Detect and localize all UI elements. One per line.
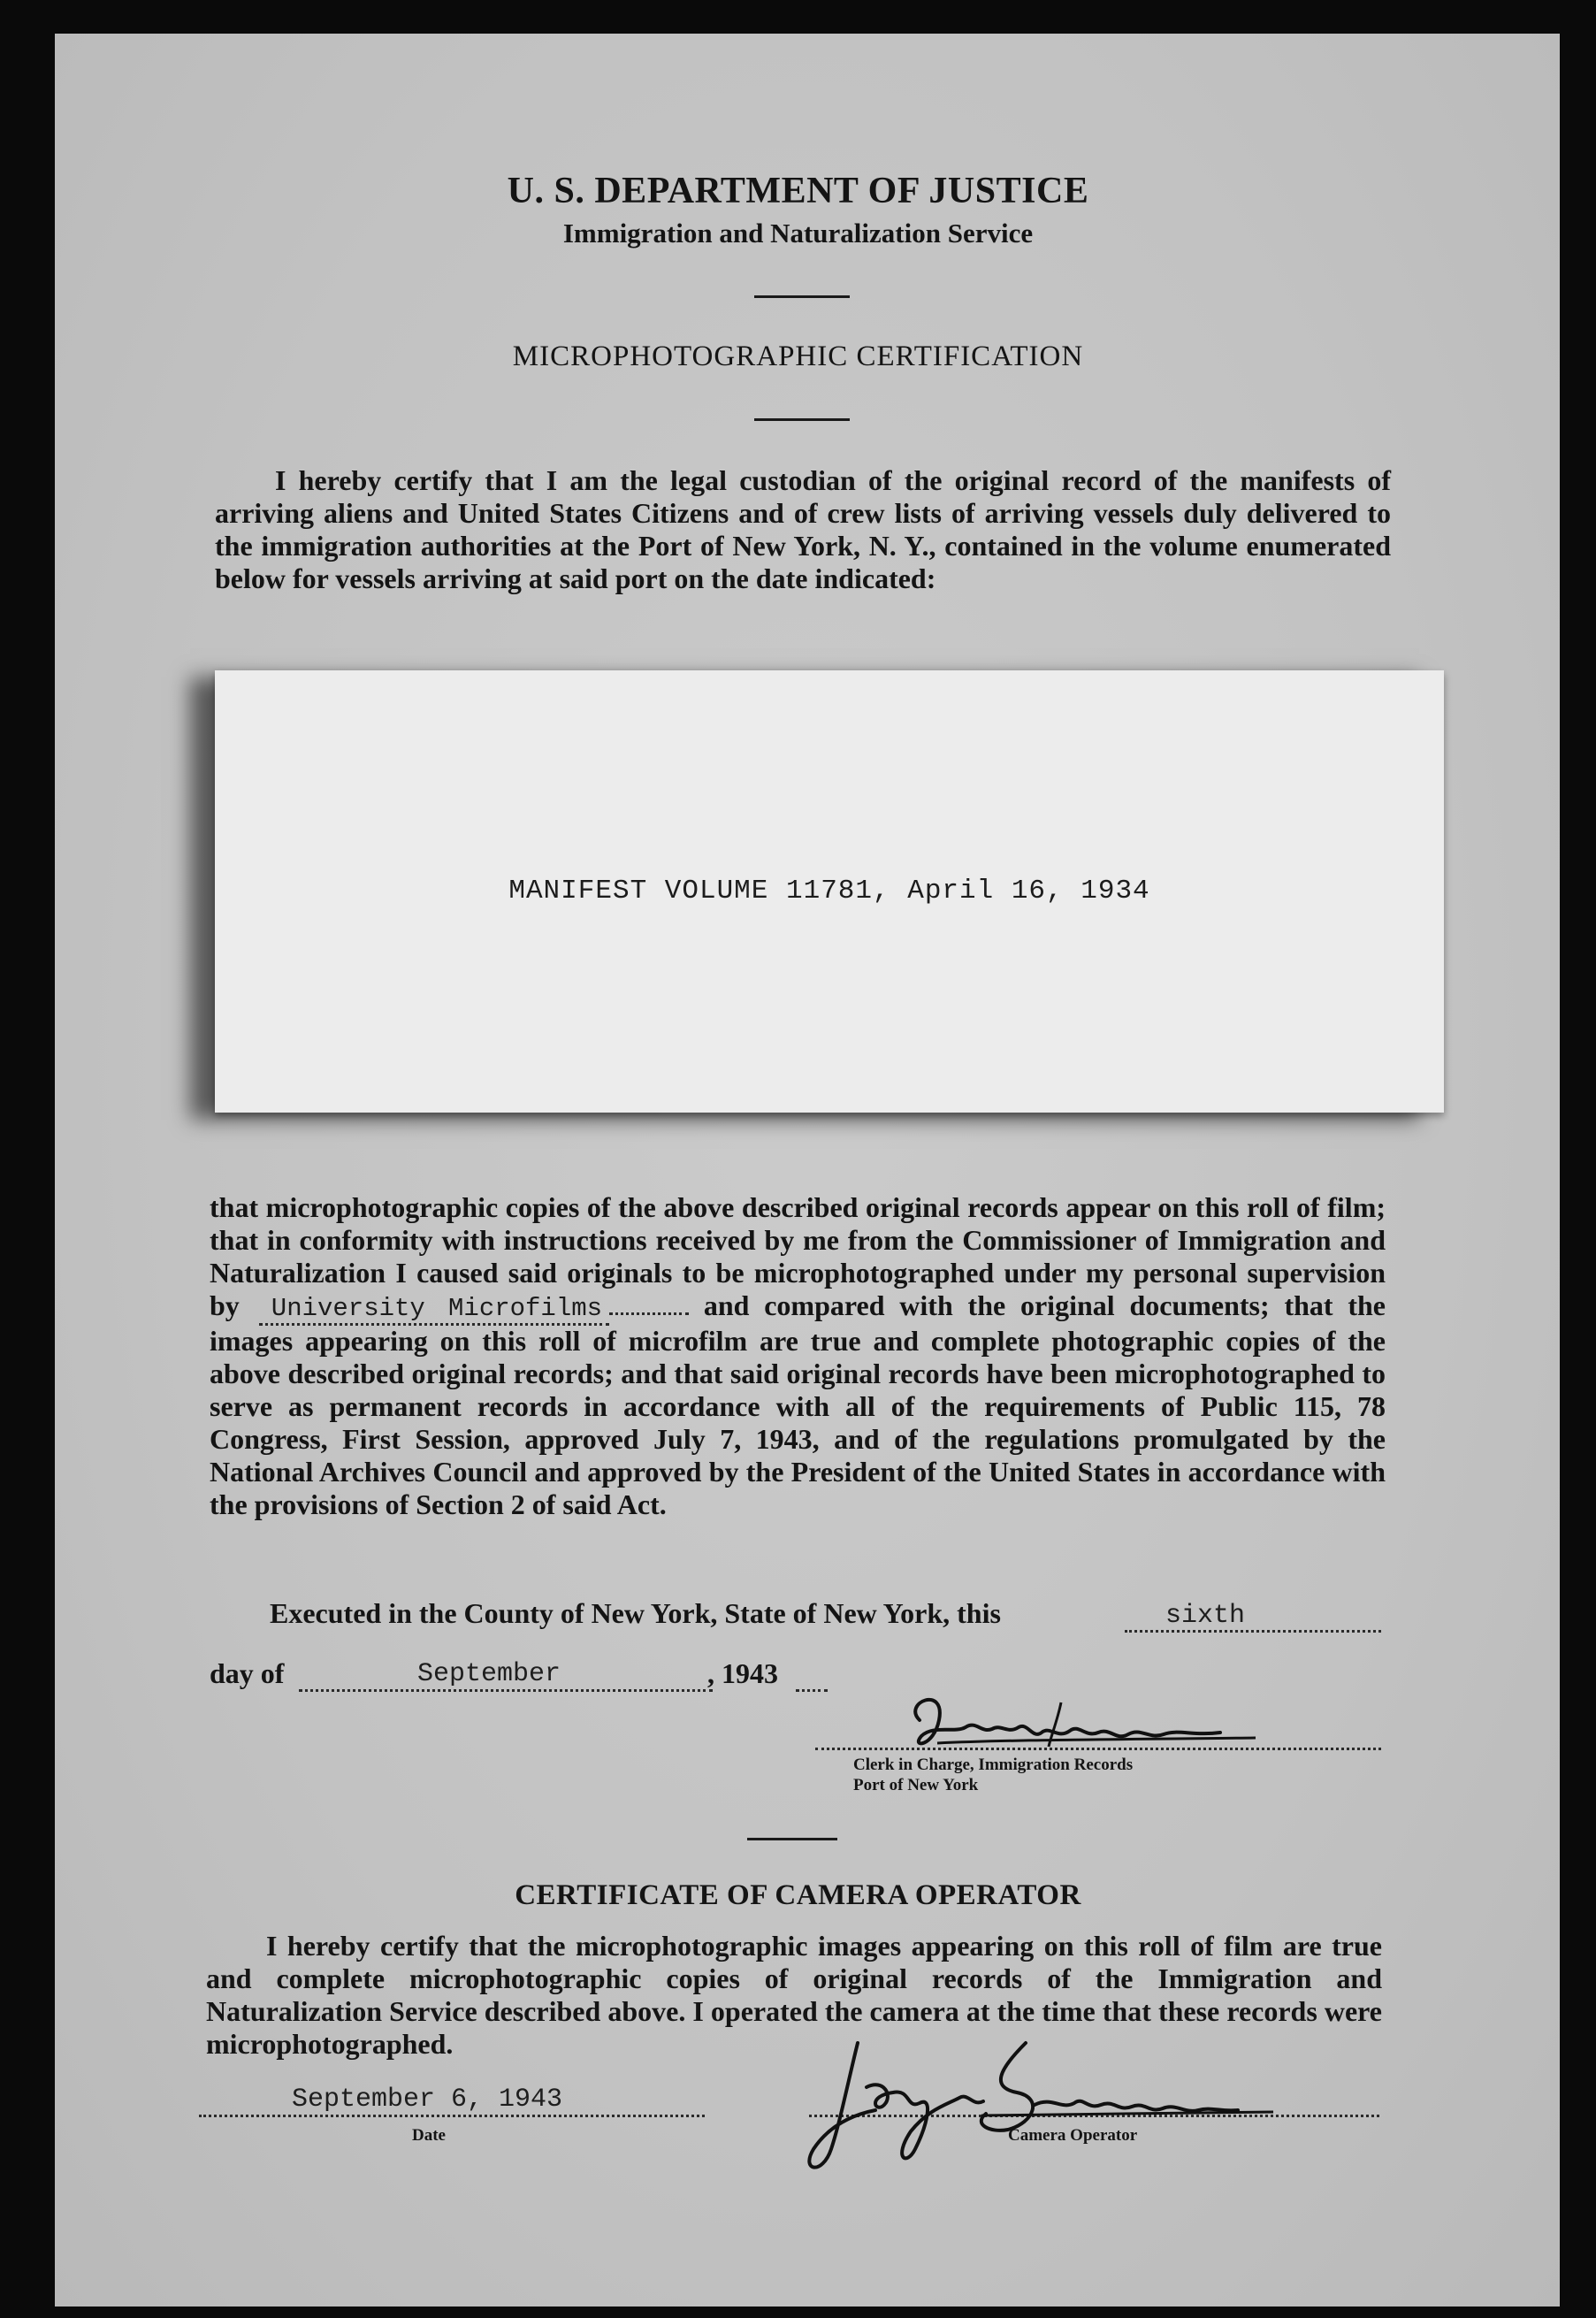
camera-operator-signature-image: [796, 2025, 1291, 2184]
execution-month-value: September: [417, 1659, 561, 1689]
date-fill-line: [199, 2115, 705, 2117]
camera-operator-paragraph: I hereby certify that the microphotographic images appearing on this roll of film are true and complete microphotographic copies of original records of the Immigration and Naturalization Service described above. I operated the camera at the time that these records were microphotographed.: [206, 1930, 1382, 2060]
divider-rule: [754, 295, 850, 298]
camera-operator-title: CERTIFICATE OF CAMERA OPERATOR: [515, 1879, 1081, 1911]
body-text-before: that microphotographic copies of the above described original records appear on this roll of film; that in conformity with instructions received by me from the Commissioner of Immigration and Naturalization I caused said originals to be microphotographed under my personal supervision by: [210, 1191, 1386, 1321]
service-subheading: Immigration and Naturalization Service: [562, 218, 1034, 249]
execution-year: , 1943: [707, 1657, 778, 1689]
day-fill-line: [1125, 1630, 1381, 1633]
divider-rule: [754, 418, 850, 421]
department-heading: U. S. DEPARTMENT OF JUSTICE: [507, 171, 1089, 211]
clerk-title-line1: Clerk in Charge, Immigration Records: [853, 1756, 1134, 1774]
operator-date-value: September 6, 1943: [292, 2085, 563, 2115]
execution-day-value: sixth: [1165, 1601, 1246, 1631]
year-fill-line: [796, 1689, 828, 1692]
divider-rule: [747, 1838, 837, 1840]
execution-prefix: Executed in the County of New York, State of New York, this: [270, 1597, 1001, 1629]
clerk-signature-image: [884, 1685, 1273, 1764]
clerk-title-line2: Port of New York: [853, 1776, 979, 1794]
day-of-label: day of: [210, 1657, 285, 1689]
manifest-volume-text: MANIFEST VOLUME 11781, April 16, 1934: [508, 876, 1150, 907]
month-fill-line: [299, 1689, 713, 1692]
body-text-after: and compared with the original documents; that the images appearing on this roll of microfilm are true and complete photographic copies of the above described original records; and that said original records have been microphotographed to serve as permanent records in accordance with all of the requirements of Public 115, 78 Congress, First Session, approved July 7, 1943, and of the regulations promulgated by the National Archives Council and approved by the President of the United States in accordance with the provisions of Section 2 of said Act.: [210, 1289, 1386, 1520]
certification-title: MICROPHOTOGRAPHIC CERTIFICATION: [512, 340, 1084, 372]
certification-body: [210, 1191, 1386, 1521]
manifest-label-slip: [215, 670, 1444, 1113]
date-label: Date: [412, 2126, 446, 2145]
microfilm-company-value: University Microfilms: [259, 1294, 609, 1326]
camera-operator-label: Camera Operator: [1008, 2126, 1138, 2145]
intro-paragraph: I hereby certify that I am the legal custodian of the original record of the manifests of arriving aliens and United States Citizens and of crew lists of arriving vessels duly delivered to the immigration authorities at the Port of New York, N. Y., contained in the volume enumerated below for vessels arriving at said port on the date indicated:: [215, 464, 1391, 594]
